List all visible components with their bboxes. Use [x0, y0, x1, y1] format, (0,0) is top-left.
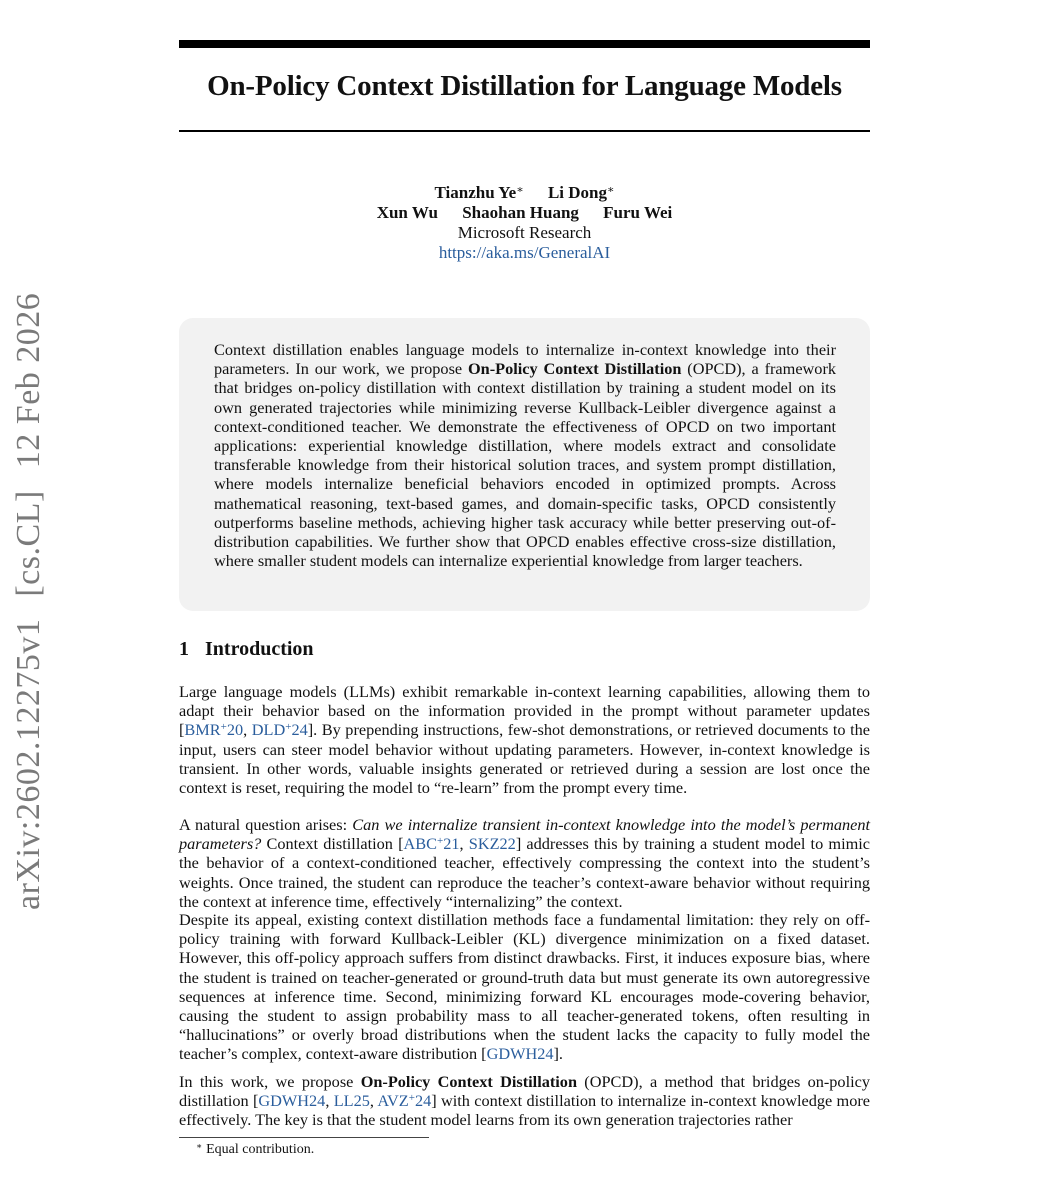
citation-link[interactable]: ABC+21	[403, 834, 460, 854]
paper-title: On-Policy Context Distillation for Language Models	[207, 70, 842, 102]
citation-link[interactable]: DLD+24	[251, 720, 308, 740]
intro-paragraph-1: Large language models (LLMs) exhibit remarkable in-context learning capabilities, allowing them to adapt their behavior based on the information provided in the prompt without parameter updates [BMR+20, DLD+24]. By prepending instructions, few-shot demonstrations, or retrieved documents to the input, users can steer model behavior without updating parameters. However, in-context knowledge is transient. In other words, valuable insights generated or retrieved during a session are lost once the context is reset, requiring the model to “re-learn” from the prompt every time.	[179, 682, 871, 798]
intro-paragraph-4: In this work, we propose On-Policy Context Distillation (OPCD), a method that bridges on-policy distillation [GDWH24, LL25, AVZ+24] with context distillation to internalize in-context knowledge more effectively. The key is that the student model learns from its own generation trajectories rather	[179, 1072, 871, 1130]
section-heading-introduction: 1 Introduction	[179, 638, 314, 660]
arxiv-category: [cs.CL]	[10, 490, 47, 597]
arxiv-watermark	[10, 271, 48, 910]
author-name: Furu Wei	[603, 203, 673, 222]
author-name: Shaohan Huang	[462, 203, 579, 222]
arxiv-date: 12 Feb 2026	[10, 292, 47, 469]
citation-link[interactable]: GDWH24	[486, 1044, 554, 1064]
footnote-rule	[179, 1137, 429, 1138]
citation-link[interactable]: AVZ+24	[377, 1091, 432, 1111]
author-row-2	[179, 203, 870, 223]
author-name: Li Dong∗	[547, 183, 615, 202]
affiliation: Microsoft Research	[457, 223, 592, 242]
intro-paragraph-2: A natural question arises: Can we internalize transient in-context knowledge into the model’s permanent parameters? Context distillation [ABC+21, SKZ22] addresses this by training a student model to mimic the behavior of a context-conditioned teacher, effectively compressing the context into the student’s weights. Once trained, the student can reproduce the teacher’s context-aware behavior without requiring the context at inference time, effectively “internalizing” the context.	[179, 815, 871, 911]
affiliation-url-link[interactable]: https://aka.ms/GeneralAI	[438, 243, 611, 262]
title-top-rule	[179, 40, 870, 48]
abstract-text: Context distillation enables language models to internalize in-context knowledge into their parameters. In our work, we propose On-Policy Context Distillation (OPCD), a framework that bridges on-policy distillation with context distillation by training a student model on its own generated trajectories while minimizing reverse Kullback-Leibler divergence against a context-conditioned teacher. We demonstrate the effectiveness of OPCD on two important applications: experiential knowledge distillation, where models extract and consolidate transferable knowledge from their historical solution traces, and system prompt distillation, where models internalize beneficial behaviors encoded in optimized prompts. Across mathematical reasoning, text-based games, and domain-specific tasks, OPCD consistently outperforms baseline methods, achieving higher task accuracy while better preserving out-of-distribution capabilities. We further show that OPCD enables effective cross-size distillation, where smaller student models can internalize experiential knowledge from larger teachers.	[214, 340, 837, 571]
author-name: Tianzhu Ye∗	[434, 183, 524, 202]
citation-link[interactable]: LL25	[333, 1091, 370, 1111]
arxiv-id: arXiv:2602.12275v1	[10, 618, 47, 910]
author-name: Xun Wu	[376, 203, 438, 222]
citation-link[interactable]: SKZ22	[468, 834, 516, 854]
footnote: ∗ Equal contribution.	[196, 1141, 315, 1157]
citation-link[interactable]: BMR+20	[184, 720, 244, 740]
author-block	[179, 180, 870, 263]
citation-link[interactable]: GDWH24	[258, 1091, 326, 1111]
intro-paragraph-3: Despite its appeal, existing context distillation methods face a fundamental limitation: they rely on off-policy training with forward Kullback-Leibler (KL) divergence minimization on a fixed dataset. However, this off-policy approach suffers from distinct drawbacks. First, it induces exposure bias, where the student is trained on teacher-generated or ground-truth data but must generate its own autoregressive sequences at inference time. Second, minimizing forward KL encourages mode-covering behavior, causing the student to assign probability mass to all teacher-generated tokens, often resulting in “hallucinations” or overly broad distributions when the student lacks the capacity to fully model the teacher’s complex, context-aware distribution [GDWH24].	[179, 910, 870, 1064]
author-row-1	[179, 180, 870, 203]
title-bottom-rule	[179, 130, 870, 132]
